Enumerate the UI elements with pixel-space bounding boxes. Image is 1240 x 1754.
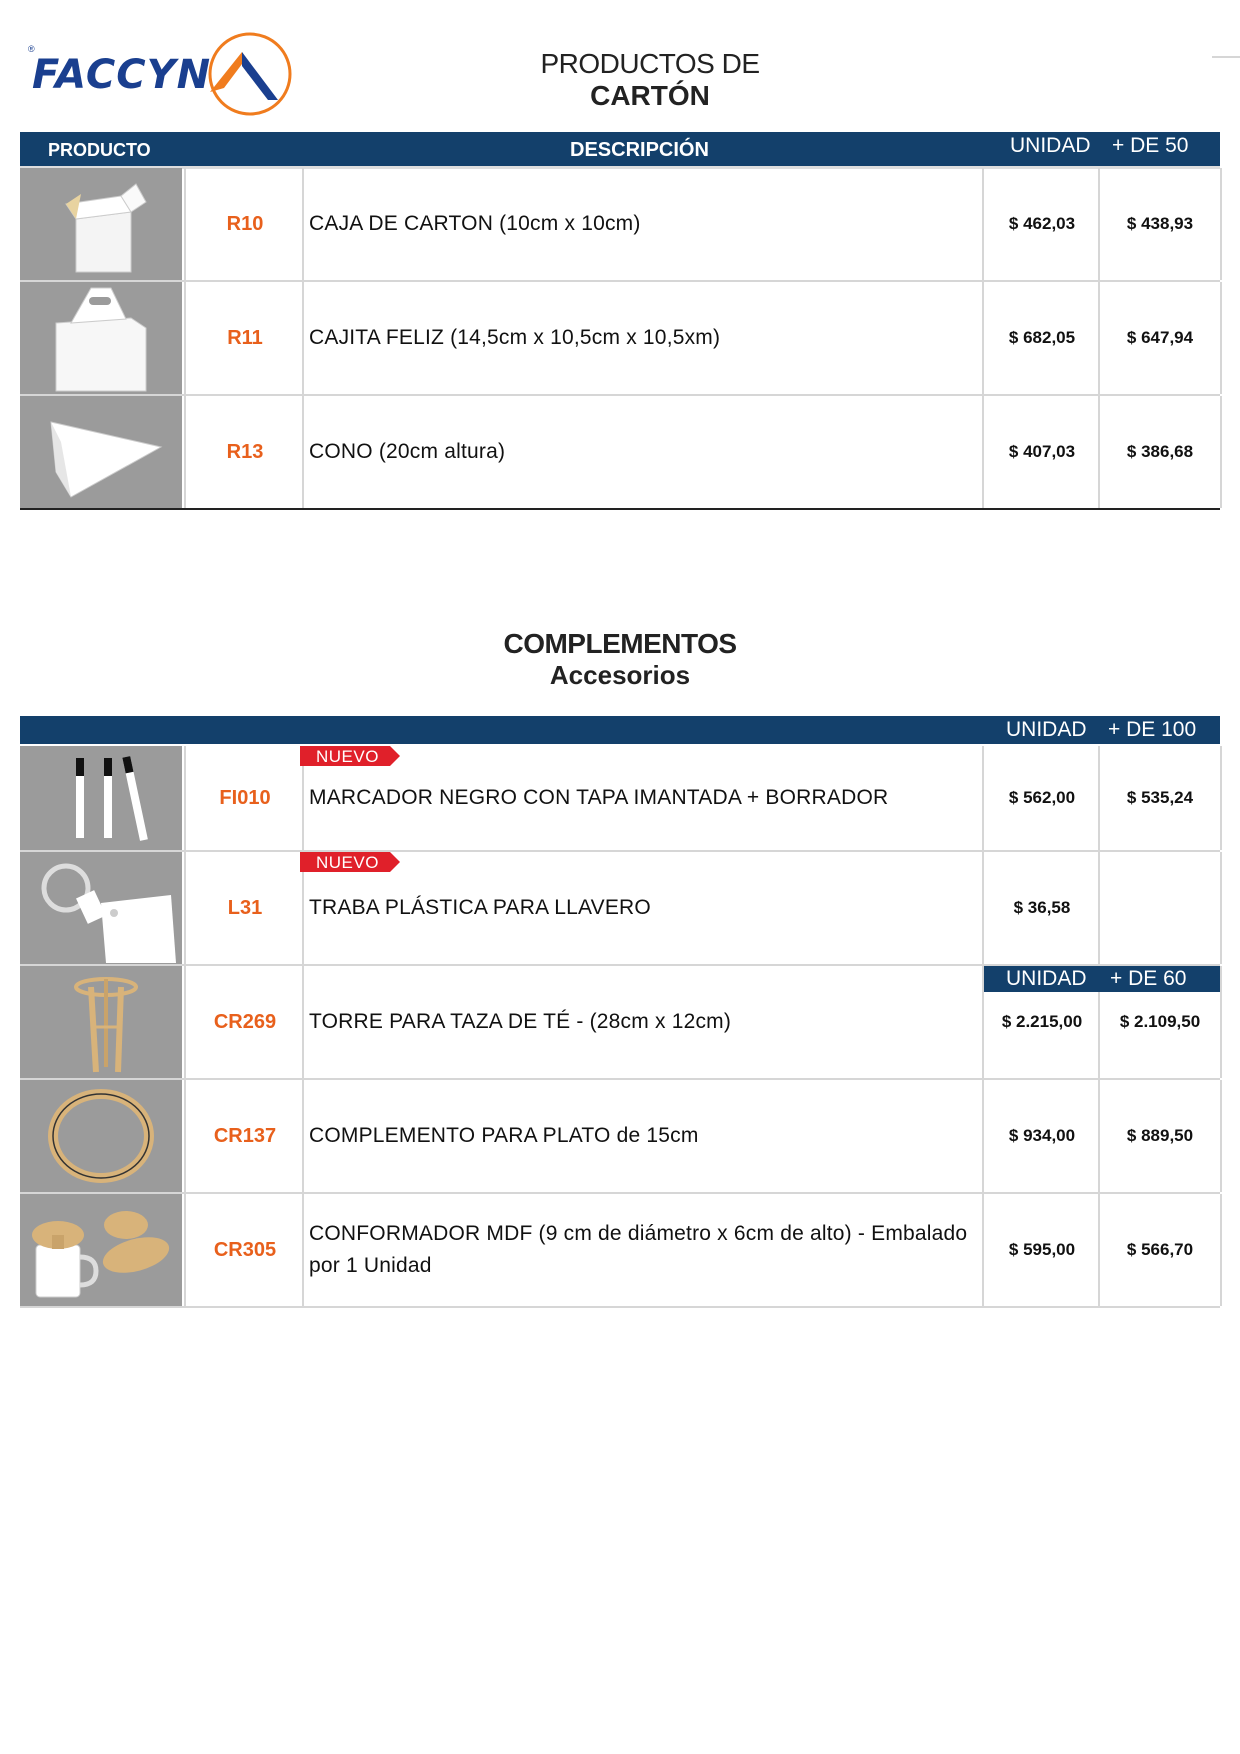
table-row bbox=[20, 1194, 1220, 1308]
marker-icon bbox=[20, 746, 182, 850]
new-badge bbox=[300, 746, 400, 766]
brand-logo bbox=[28, 30, 296, 120]
header-product: PRODUCTO bbox=[48, 140, 151, 160]
table-row bbox=[20, 966, 1220, 1080]
price-unit: $ 462,03 bbox=[982, 168, 1100, 280]
price-unit: $ 2.215,00 bbox=[982, 966, 1100, 1078]
price-bulk: $ 647,94 bbox=[1098, 282, 1222, 394]
happy-box-icon bbox=[20, 282, 182, 394]
price-bulk: $ 889,50 bbox=[1098, 1080, 1222, 1192]
product-code: CR269 bbox=[184, 966, 304, 1078]
table-row bbox=[20, 282, 1220, 396]
header-unit: UNIDAD bbox=[1006, 718, 1087, 741]
price-bulk: $ 566,70 bbox=[1098, 1194, 1222, 1306]
product-description: MARCADOR NEGRO CON TAPA IMANTADA + BORRADOR bbox=[302, 746, 982, 850]
product-code: R11 bbox=[184, 282, 304, 394]
new-badge-label: NUEVO bbox=[316, 747, 379, 766]
product-code: R13 bbox=[184, 396, 304, 508]
sub-header-unit: UNIDAD bbox=[1006, 967, 1087, 990]
header-bulk: + DE 50 bbox=[1112, 134, 1189, 157]
sub-header-bulk: + DE 60 bbox=[1110, 967, 1187, 990]
tower-icon bbox=[20, 966, 182, 1078]
price-bulk: $ 386,68 bbox=[1098, 396, 1222, 508]
price-bulk: $ 438,93 bbox=[1098, 168, 1222, 280]
product-description: TRABA PLÁSTICA PARA LLAVERO bbox=[302, 852, 982, 964]
product-description: CAJA DE CARTON (10cm x 10cm) bbox=[302, 168, 982, 280]
new-badge bbox=[300, 852, 400, 872]
carton-table bbox=[20, 132, 1220, 512]
table-row bbox=[20, 168, 1220, 282]
complementos-table bbox=[20, 716, 1220, 1312]
section-title bbox=[400, 628, 840, 691]
product-code: R10 bbox=[184, 168, 304, 280]
product-code: CR137 bbox=[184, 1080, 304, 1192]
price-bulk: $ 535,24 bbox=[1098, 746, 1222, 850]
header-bulk: + DE 100 bbox=[1108, 718, 1197, 741]
section-subtitle: Accesorios bbox=[549, 660, 691, 690]
section-title-main: COMPLEMENTOS bbox=[503, 628, 737, 659]
product-code: L31 bbox=[184, 852, 304, 964]
price-unit: $ 595,00 bbox=[982, 1194, 1100, 1306]
white-box-icon bbox=[20, 168, 182, 280]
header-description: DESCRIPCIÓN bbox=[570, 139, 709, 161]
sub-table-header bbox=[984, 966, 1220, 992]
product-description: COMPLEMENTO PARA PLATO de 15cm bbox=[302, 1080, 982, 1192]
logo-registered-mark: ® bbox=[28, 44, 35, 54]
ring-icon bbox=[20, 1080, 182, 1192]
keyring-icon bbox=[20, 852, 182, 964]
logo-text: FACCYN bbox=[32, 52, 212, 98]
table-row bbox=[20, 396, 1220, 510]
product-description: CAJITA FELIZ (14,5cm x 10,5cm x 10,5xm) bbox=[302, 282, 982, 394]
mug-shaper-icon bbox=[20, 1194, 182, 1306]
table-row bbox=[20, 852, 1220, 966]
cone-icon bbox=[20, 396, 182, 508]
price-bulk bbox=[1098, 852, 1222, 964]
price-bulk: $ 2.109,50 bbox=[1098, 966, 1222, 1078]
header-unit: UNIDAD bbox=[1010, 134, 1091, 157]
product-description: CONO (20cm altura) bbox=[302, 396, 982, 508]
product-description: CONFORMADOR MDF (9 cm de diámetro x 6cm de alto) - Embalado por 1 Unidad bbox=[302, 1194, 982, 1306]
price-unit: $ 934,00 bbox=[982, 1080, 1100, 1192]
price-unit: $ 562,00 bbox=[982, 746, 1100, 850]
table-row bbox=[20, 746, 1220, 852]
table-row bbox=[20, 1080, 1220, 1194]
new-badge-label: NUEVO bbox=[316, 853, 379, 872]
page-title-line1: PRODUCTOS DE bbox=[540, 48, 760, 79]
complementos-table-header bbox=[20, 716, 1220, 744]
contact-shipping bbox=[1212, 36, 1240, 58]
page-title-line2: CARTÓN bbox=[590, 80, 710, 111]
product-code: FI010 bbox=[184, 746, 304, 850]
product-description: TORRE PARA TAZA DE TÉ - (28cm x 12cm) bbox=[302, 966, 982, 1078]
product-code: CR305 bbox=[184, 1194, 304, 1306]
price-unit: $ 36,58 bbox=[982, 852, 1100, 964]
price-unit: $ 407,03 bbox=[982, 396, 1100, 508]
price-unit: $ 682,05 bbox=[982, 282, 1100, 394]
carton-table-header bbox=[20, 132, 1220, 169]
page-title bbox=[500, 48, 800, 112]
